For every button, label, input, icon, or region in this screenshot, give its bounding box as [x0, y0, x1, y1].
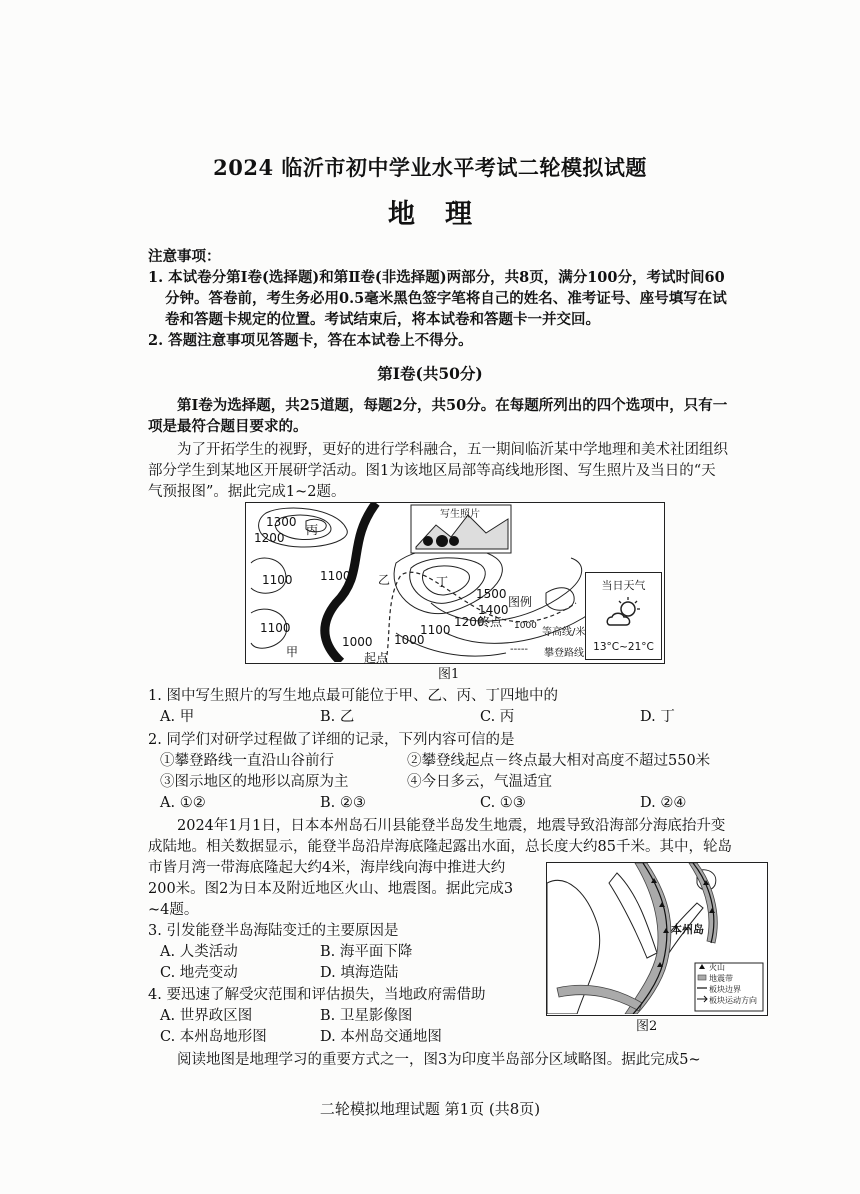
passage-line: 200米。图2为日本及附近地区火山、地震图。据此完成3: [148, 881, 514, 897]
subject-title: 地理: [388, 199, 502, 230]
weather-title: 当日天气: [601, 579, 646, 592]
q3-option: B. 海平面下降: [320, 944, 413, 960]
weather-temperature: 13°C~21°C: [593, 641, 654, 653]
route-start: 起点: [364, 651, 389, 665]
q1-option: A. 甲: [160, 709, 195, 725]
figure-2-japan-map: [546, 862, 768, 1016]
legend-contour: 等高线/米: [542, 627, 586, 638]
legend-title: 图例: [508, 595, 533, 609]
section-intro: 第Ⅰ卷为选择题，共25道题，每题2分，共50分。在每题所列出的四个选项中，只有一: [177, 397, 728, 414]
notes-heading: 注意事项：: [148, 248, 221, 265]
point-jia: 甲: [286, 645, 299, 659]
q2-option: D. ②④: [640, 795, 687, 811]
passage-line: 市皆月湾一带海底隆起大约4米，海岸线向海中推进大约: [148, 860, 506, 876]
legend-contour-value: 1000: [514, 621, 537, 631]
legend-plate-motion: 板块运动方向: [709, 996, 757, 1005]
passage-line: ~4题。: [148, 902, 199, 918]
q4-options: [160, 1027, 540, 1048]
q1-stem: 1. 图中写生照片的写生地点最可能位于甲、乙、丙、丁四地中的: [148, 688, 558, 704]
passage-line: 气预报图”。据此完成1~2题。: [148, 484, 346, 500]
point-bing: 丙: [306, 523, 319, 537]
q1-options: [160, 707, 760, 728]
contour-label: 1200: [454, 615, 485, 629]
page-footer: 二轮模拟地理试题 第1页 (共8页): [319, 1100, 541, 1118]
contour-label: 1300: [266, 515, 297, 529]
passage-line: 为了开拓学生的视野，更好的进行学科融合，五一期间临沂某中学地理和美术社团组织: [177, 442, 728, 458]
q2-stem: 2. 同学们对研学过程做了详细的记录，下列内容可信的是: [148, 732, 515, 748]
passage-line: 部分学生到某地区开展研学活动。图1为该地区局部等高线地形图、写生照片及当日的“天: [148, 463, 716, 479]
q2-option: A. ①②: [160, 795, 206, 811]
notes-line: 2. 答题注意事项见答题卡，答在本试卷上不得分。: [148, 332, 473, 349]
notes-line: 卷和答题卡规定的位置。考试结束后，将本试卷和答题卡一并交回。: [165, 311, 600, 328]
q3-option: C. 地壳变动: [160, 965, 238, 981]
notes-line: 分钟。答卷前，考生务必用0.5毫米黑色签字笔将自己的姓名、准考证号、座号填写在试: [165, 290, 727, 307]
contour-label: 1000: [394, 633, 425, 647]
section-intro: 项是最符合题目要求的。: [148, 418, 308, 435]
photo-label: 写生照片: [440, 509, 480, 520]
legend-seismic-belt: 地震带: [709, 974, 733, 983]
contour-label: 1400: [478, 603, 509, 617]
section-heading: 第Ⅰ卷(共50分): [377, 364, 483, 383]
legend-volcano: 火山: [709, 963, 725, 972]
q3-option: A. 人类活动: [160, 944, 238, 960]
legend-route-symbol: -----: [510, 644, 529, 655]
legend-route: 攀登路线: [544, 648, 584, 659]
q4-option: A. 世界政区图: [160, 1008, 253, 1024]
passage-line: 2024年1月1日，日本本州岛石川县能登半岛发生地震，地震导致沿海部分海底抬升变: [177, 818, 726, 834]
legend-plate-boundary: 板块边界: [709, 985, 741, 994]
q2-statement: ③图示地区的地形以高原为主: [160, 774, 349, 790]
figure-2-caption: 图2: [636, 1019, 658, 1034]
notes-line: 1. 本试卷分第Ⅰ卷(选择题)和第Ⅱ卷(非选择题)两部分，共8页，满分100分，考试时间60: [148, 269, 725, 286]
q2-statement: ①攀登路线一直沿山谷前行: [160, 753, 334, 769]
q1-option: C. 丙: [480, 709, 515, 725]
q2-statements: [160, 772, 760, 793]
q3-options: [160, 942, 540, 963]
partly-cloudy-icon: [604, 595, 644, 631]
q4-options: [160, 1006, 540, 1027]
q3-option: D. 填海造陆: [320, 965, 399, 981]
contour-label: 1100: [262, 573, 293, 587]
q3-options: [160, 963, 540, 984]
q2-option: C. ①③: [480, 795, 526, 811]
point-yi: 乙: [378, 573, 391, 587]
route-end: 终点: [478, 615, 503, 629]
contour-label: 1200: [254, 531, 285, 545]
q4-option: C. 本州岛地形图: [160, 1029, 267, 1045]
passage-line: 成陆地。相关数据显示，能登半岛沿岸海底隆起露出水面，总长度大约85千米。其中，轮岛: [148, 839, 732, 855]
contour-label: 1500: [476, 587, 507, 601]
passage-line: 阅读地图是地理学习的重要方式之一，图3为印度半岛部分区域略图。据此完成5~: [177, 1052, 701, 1068]
figure-1-caption: 图1: [438, 667, 460, 682]
weather-forecast: [585, 572, 662, 660]
q3-stem: 3. 引发能登半岛海陆变迁的主要原因是: [148, 923, 399, 939]
contour-label: 1100: [320, 569, 351, 583]
q4-option: D. 本州岛交通地图: [320, 1029, 442, 1045]
q2-statement: ②攀登线起点－终点最大相对高度不超过550米: [407, 753, 711, 769]
q4-option: B. 卫星影像图: [320, 1008, 413, 1024]
contour-label: 1100: [420, 623, 451, 637]
island-label: 本州岛: [671, 923, 704, 936]
contour-label: 1100: [260, 621, 291, 635]
contour-label: 1000: [342, 635, 373, 649]
q1-option: B. 乙: [320, 709, 355, 725]
point-ding: 丁: [436, 575, 449, 589]
q2-option: B. ②③: [320, 795, 366, 811]
q4-stem: 4. 要迅速了解受灾范围和评估损失，当地政府需借助: [148, 987, 486, 1003]
q1-option: D. 丁: [640, 709, 675, 725]
q2-statements: [160, 751, 760, 772]
exam-title: 2024 临沂市初中学业水平考试二轮模拟试题: [213, 155, 647, 180]
q2-options: [160, 793, 760, 814]
q2-statement: ④今日多云，气温适宜: [407, 774, 552, 790]
